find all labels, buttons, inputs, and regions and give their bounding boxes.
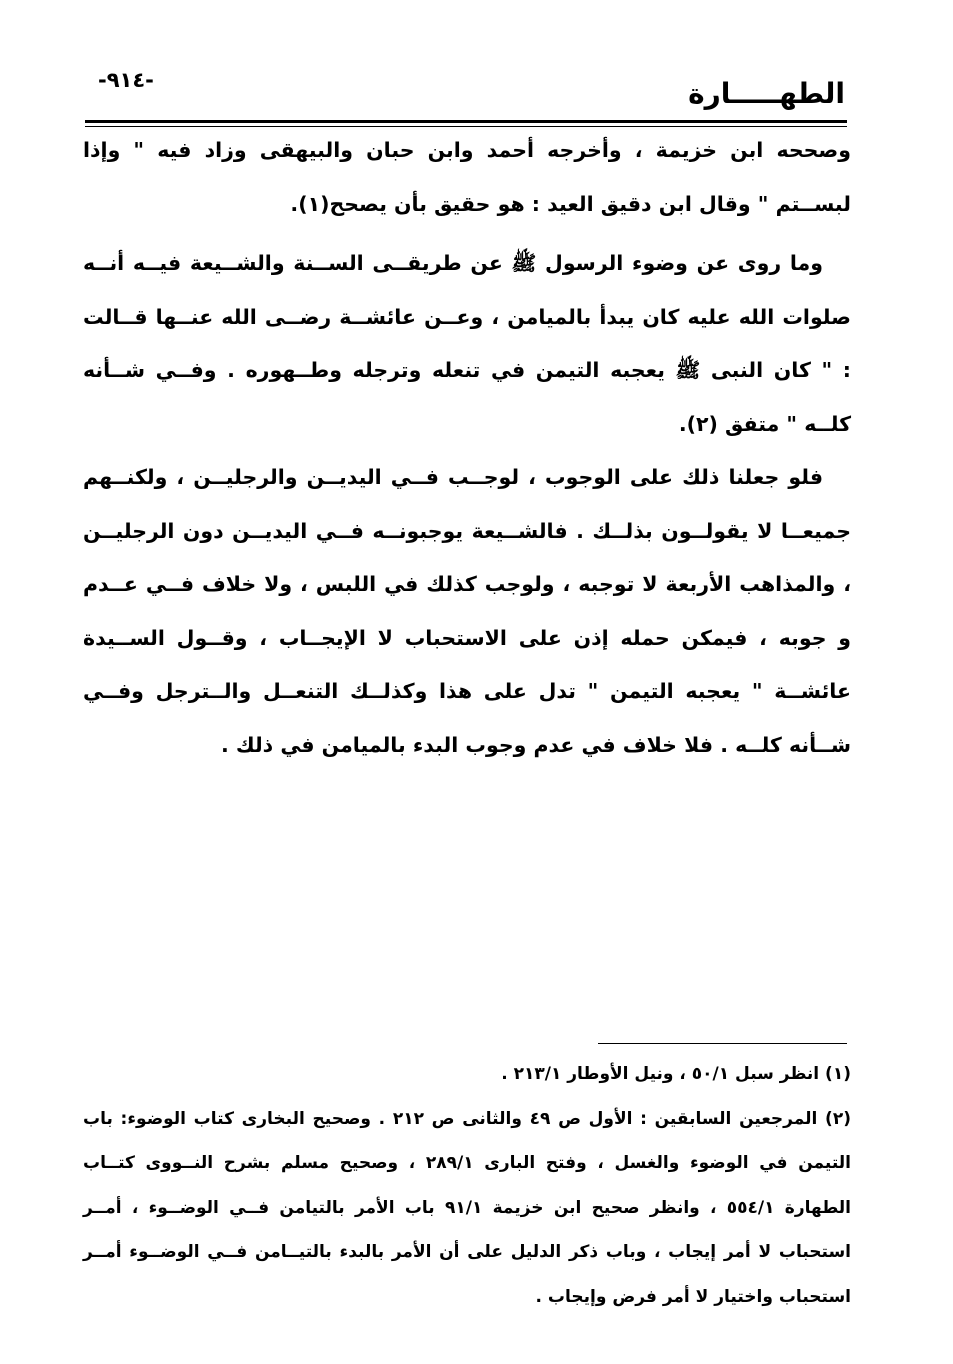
footnote-separator [598, 1043, 847, 1044]
footnotes [83, 1052, 851, 1319]
body-text [83, 124, 851, 772]
paragraph-2: وما روى عن وضوء الرسول ﷺ عن طريقــى الســنة والشــيعة فيــه أنــه صلوات الله عليه كان يبدأ بالميامن ، وعــن عائشــة رضــى الله عنــها قــالت : " كان النبى ﷺ يعجبه التيمن في تنعله وترجله وطــهوره . وفــي شــأنه كلــه " متفق (٢). [83, 251, 851, 436]
footnote-2: (٢) المرجعين السابقين : الأول ص ٤٩ والثانى ص ٢١٢ . وصحيح البخارى كتاب الوضوء: باب التيمن في الوضوء والغسل ، وفتح البارى ٢٨٩/١ ، وصحيح مسلم بشرح النــووى كتــاب الطهارة ٥٥٤/١ ، وانظر صحيح ابن خزيمة ٩١/١ باب الأمر بالتيامن فــي الوضــوء ، أمــر استحباب لا أمر إيجاب ، وباب ذكر الدليل على أن الأمر بالبدء بالتيــامن فــي الوضــوء أمــر استحباب واختيار لا أمر فرض وإيجاب . [83, 1108, 851, 1307]
header-rule [85, 120, 847, 123]
page-number: -٩١٤- [98, 68, 154, 92]
footnote-1: (١) انظر سبل ٥٠/١ ، ونيل الأوطار ٢١٣/١ . [501, 1064, 851, 1084]
chapter-title: الطهـــــارة [688, 77, 845, 110]
paragraph-1: وصححه ابن خزيمة ، وأخرجه أحمد وابن حبان والبيهقى وزاد فيه " وإذا لبســتم " وقال ابن دقيق العيد : هو حقيق بأن يصحح(١). [83, 138, 851, 216]
paragraph-3: فلو جعلنا ذلك على الوجوب ، لوجــب فــي اليديــن والرجليــن ، ولكنــهم جميعــا لا يقولــون بذلــك . فالشــيعة يوجبونــه فــي اليديــن دون الرجليــن ، والمذاهب الأربعة لا توجبه ، ولوجب كذلك في اللبس ، ولا خلاف فــي عــدم و جوبه ، فيمكن حمله إذن على الاستحباب لا الإيجــاب ، وقــول الســيدة عائشــة " يعجبه التيمن " تدل على هذا وكذلــك التنعــل والــترجل وفــي شــأنه كلــه . فلا خلاف في عدم وجوب البدء بالميامن في ذلك . [83, 465, 851, 757]
